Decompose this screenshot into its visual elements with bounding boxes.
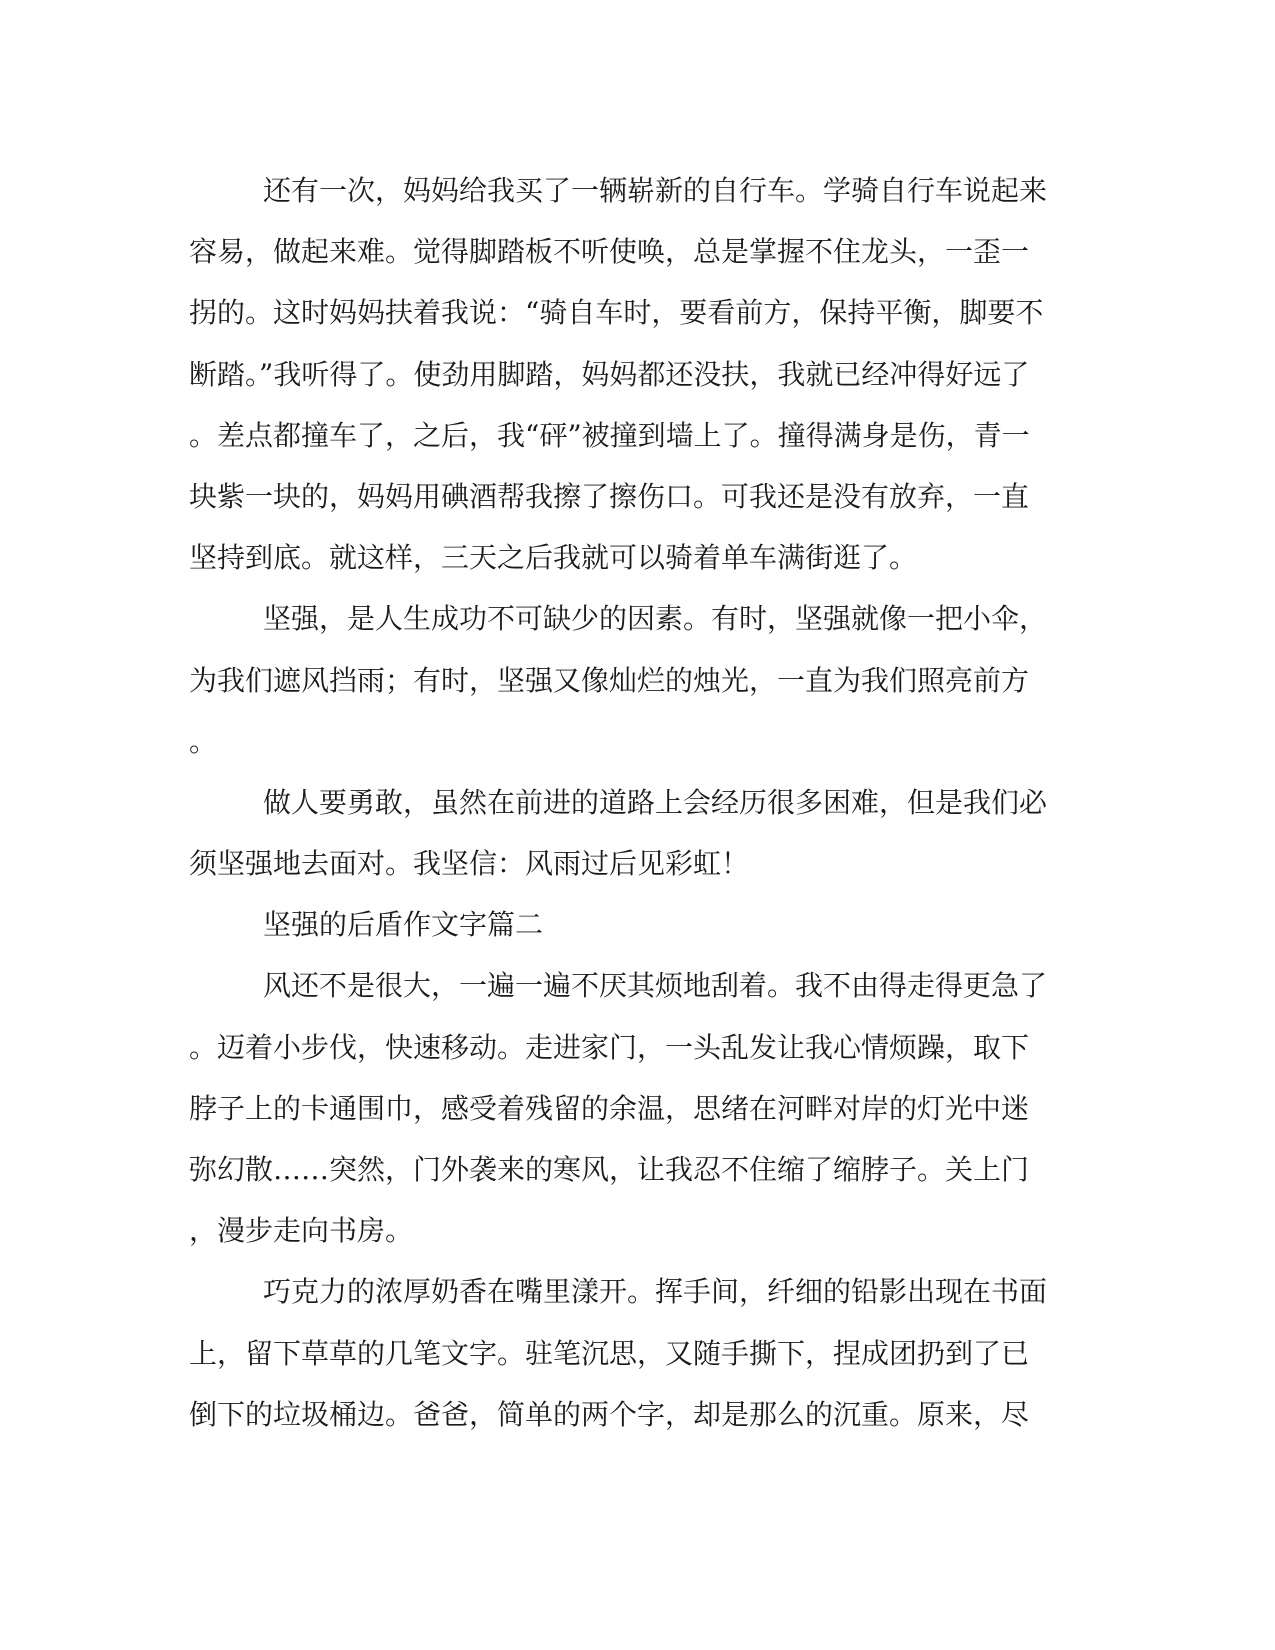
text-line: 做人要勇敢，虽然在前进的道路上会经历很多困难，但是我们必	[263, 785, 1048, 819]
text-line: 坚持到底。就这样，三天之后我就可以骑着单车满街逛了。	[189, 541, 918, 575]
text-line: 弥幻散……突然，门外袭来的寒风，让我忍不住缩了缩脖子。关上门	[189, 1153, 1030, 1186]
text-line: 脖子上的卡通围巾，感受着残留的余温，思绪在河畔对岸的灯光中迷	[189, 1091, 1030, 1125]
text-line: 。	[189, 724, 218, 758]
text-line: 容易，做起来难。觉得脚踏板不听使唤，总是掌握不住龙头，一歪一	[189, 235, 1030, 269]
body-text	[189, 160, 1079, 1445]
text-line: ，漫步走向书房。	[189, 1214, 414, 1248]
text-line: 。差点都撞车了，之后，我“砰”被撞到墙上了。撞得满身是伤，青一	[189, 418, 1030, 452]
text-line: 断踏。”我听得了。使劲用脚踏，妈妈都还没扶，我就已经冲得好远了	[189, 357, 1030, 391]
text-line: 上，留下草草的几笔文字。驻笔沉思，又随手撕下，捏成团扔到了已	[189, 1336, 1030, 1370]
text-line: 块紫一块的，妈妈用碘酒帮我擦了擦伤口。可我还是没有放弃，一直	[189, 479, 1030, 513]
text-line: 须坚强地去面对。我坚信：风雨过后见彩虹！	[189, 847, 750, 881]
text-line: 坚强，是人生成功不可缺少的因素。有时，坚强就像一把小伞，	[263, 602, 1048, 636]
text-line: 为我们遮风挡雨；有时，坚强又像灿烂的烛光，一直为我们照亮前方	[189, 663, 1030, 697]
text-line: 还有一次，妈妈给我买了一辆崭新的自行车。学骑自行车说起来	[263, 174, 1048, 207]
text-line: 拐的。这时妈妈扶着我说：“骑自车时，要看前方，保持平衡，脚要不	[189, 296, 1044, 330]
text-line: 坚强的后盾作文字篇二	[263, 908, 544, 942]
text-line: 。迈着小步伐，快速移动。走进家门，一头乱发让我心情烦躁，取下	[189, 1030, 1030, 1064]
text-line: 倒下的垃圾桶边。爸爸，简单的两个字，却是那么的沉重。原来，尽	[189, 1397, 1030, 1431]
text-line: 巧克力的浓厚奶香在嘴里漾开。挥手间，纤细的铅影出现在书面	[263, 1275, 1048, 1309]
text-line: 风还不是很大，一遍一遍不厌其烦地刮着。我不由得走得更急了	[263, 969, 1048, 1003]
